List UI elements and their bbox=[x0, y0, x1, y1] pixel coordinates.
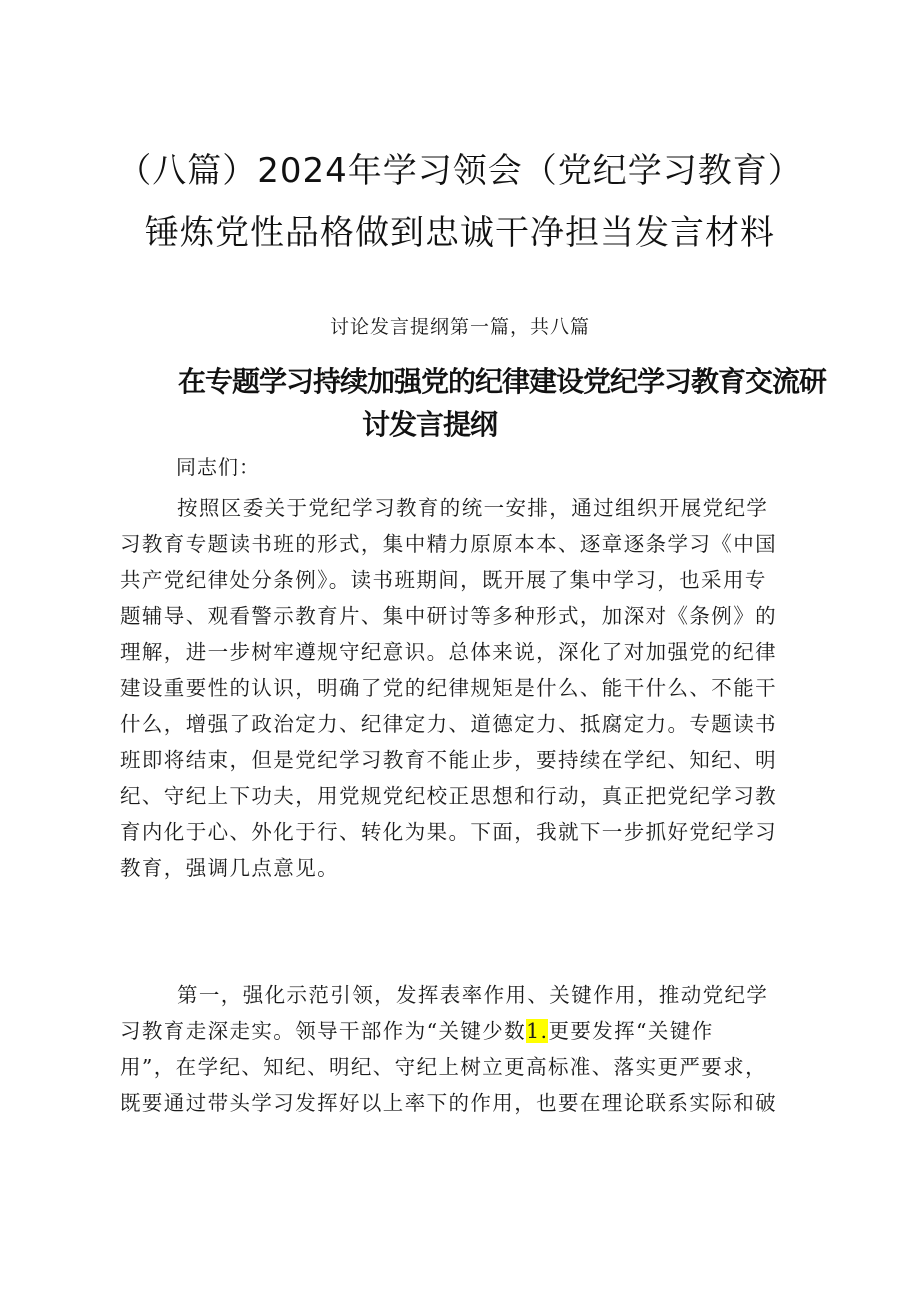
paragraph-line: 纪、守纪上下功夫，用党规党纪校正思想和行动，真正把党纪学习教 bbox=[120, 784, 777, 808]
paragraph-line: 建设重要性的认识，明确了党的纪律规矩是什么、能干什么、不能干 bbox=[120, 676, 777, 700]
section-heading-line-1: 在专题学习持续加强党的纪律建设党纪学习教育交流研 bbox=[178, 365, 827, 398]
document-title-line-1: （八篇）2024年学习领会（党纪学习教育） bbox=[117, 151, 803, 191]
paragraph-1 bbox=[120, 491, 820, 891]
document-subtitle: 讨论发言提纲第一篇，共八篇 bbox=[329, 316, 590, 338]
paragraph-line: 题辅导、观看警示教育片、集中研讨等多种形式，加深对《条例》的 bbox=[120, 604, 777, 628]
paragraph-line: 共产党纪律处分条例》。读书班期间，既开展了集中学习，也采用专 bbox=[120, 568, 767, 592]
paragraph-line: 什么，增强了政治定力、纪律定力、道德定力、抵腐定力。专题读书 bbox=[120, 712, 777, 736]
paragraph-text: 习教育走深走实。领导干部作为“关键少数 bbox=[120, 1019, 527, 1043]
paragraph-line: 育内化于心、外化于行、转化为果。下面，我就下一步抓好党纪学习 bbox=[120, 820, 777, 844]
section-heading-line-2: 讨发言提纲 bbox=[362, 408, 498, 441]
paragraph-line: 第一，强化示范引领，发挥表率作用、关键作用，推动党纪学 bbox=[177, 983, 769, 1007]
paragraph-line: 理解，进一步树牢遵规守纪意识。总体来说，深化了对加强党的纪律 bbox=[120, 640, 777, 664]
paragraph-line: 按照区委关于党纪学习教育的统一安排，通过组织开展党纪学 bbox=[177, 496, 769, 520]
document-title-line-2: 锤炼党性品格做到忠诚干净担当发言材料 bbox=[145, 213, 775, 253]
paragraph-line: 教育，强调几点意见。 bbox=[120, 856, 339, 880]
paragraph-line: 班即将结束，但是党纪学习教育不能止步，要持续在学纪、知纪、明 bbox=[120, 748, 777, 772]
paragraph-line: 既要通过带头学习发挥好以上率下的作用，也要在理论联系实际和破 bbox=[120, 1091, 777, 1115]
paragraph-line: 习教育专题读书班的形式，集中精力原原本本、逐章逐条学习《中国 bbox=[120, 532, 777, 556]
paragraph-line bbox=[120, 1014, 714, 1044]
highlighted-text: 1. bbox=[526, 1019, 549, 1043]
paragraph-2 bbox=[120, 978, 820, 1158]
paragraph-text: 更要发挥“关键作 bbox=[548, 1019, 714, 1043]
salutation: 同志们： bbox=[176, 455, 260, 479]
paragraph-line: 用”，在学纪、知纪、明纪、守纪上树立更高标准、落实更严要求， bbox=[120, 1055, 767, 1079]
